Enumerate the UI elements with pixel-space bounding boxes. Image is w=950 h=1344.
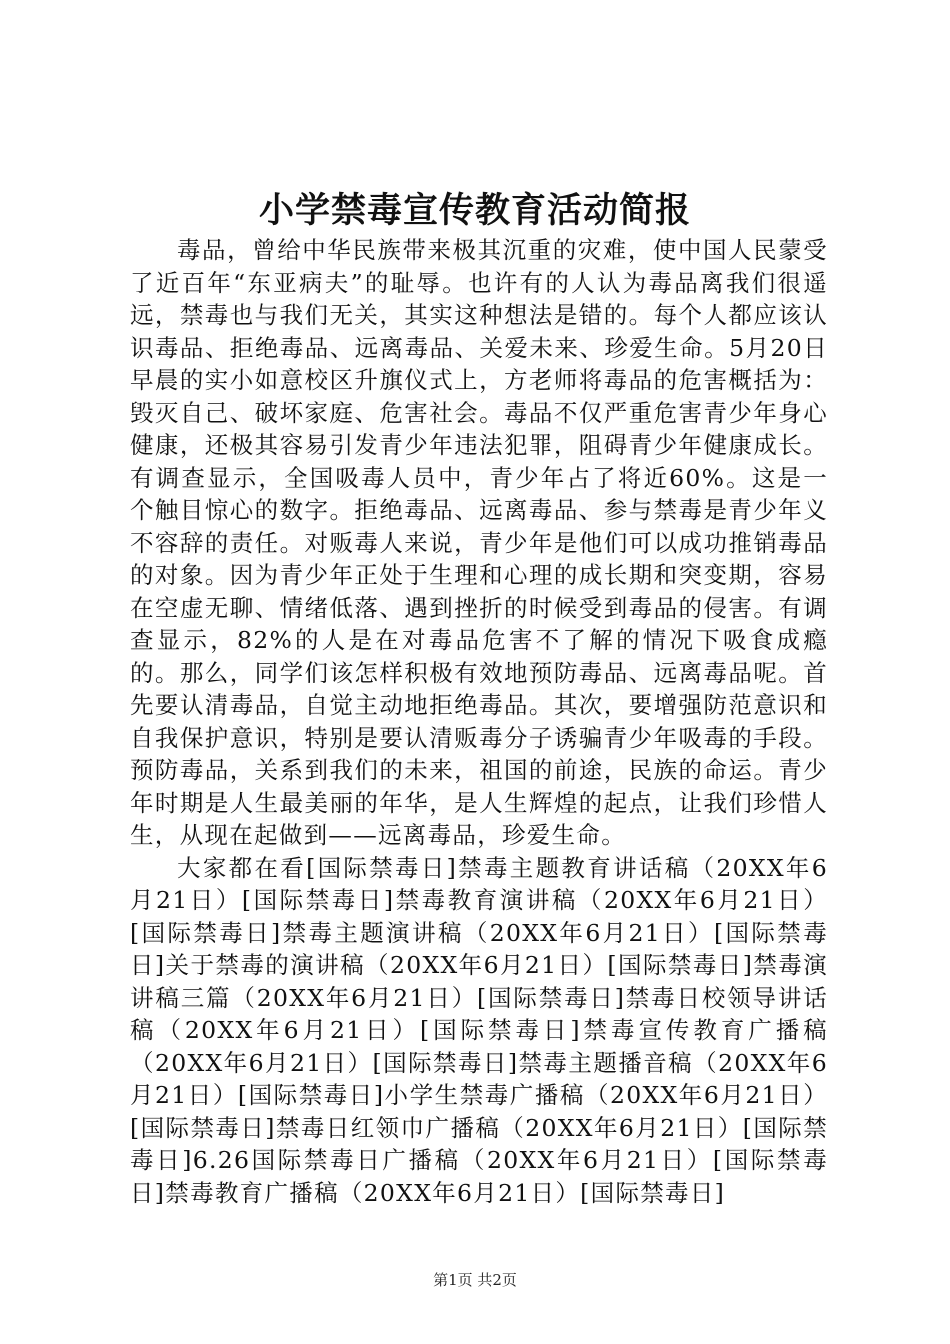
page-footer: 第1页 共2页 (433, 1271, 517, 1289)
paragraph-related-links: 大家都在看[国际禁毒日]禁毒主题教育讲话稿（20XX年6月21日）[国际禁毒日]禁毒教育演讲稿（20XX年6月21日）[国际禁毒日]禁毒主题演讲稿（20XX年6月21日）[国际禁毒日]关于禁毒的演讲稿（20XX年6月21日）[国际禁毒日]禁毒演讲稿三篇（20XX年6月21日）[国际禁毒日]禁毒日校领导讲话稿（20XX年6月21日）[国际禁毒日]禁毒宣传教育广播稿（20XX年6月21日）[国际禁毒日]禁毒主题播音稿（20XX年6月21日）[国际禁毒日]小学生禁毒广播稿（20XX年6月21日）[国际禁毒日]禁毒日红领巾广播稿（20XX年6月21日）[国际禁毒日]6.26国际禁毒日广播稿（20XX年6月21日）[国际禁毒日]禁毒教育广播稿（20XX年6月21日）[国际禁毒日] (130, 853, 828, 1207)
document-body (130, 234, 828, 1209)
paragraph-intro: 毒品，曾给中华民族带来极其沉重的灾难，使中国人民蒙受了近百年“东亚病夫”的耻辱。也许有的人认为毒品离我们很遥远，禁毒也与我们无关，其实这种想法是错的。每个人都应该认识毒品、拒绝毒品、远离毒品、关爱未来、珍爱生命。5月20日早晨的实小如意校区升旗仪式上，方老师将毒品的危害概括为：毁灭自己、破坏家庭、危害社会。毒品不仅严重危害青少年身心健康，还极其容易引发青少年违法犯罪，阻碍青少年健康成长。有调查显示，全国吸毒人员中，青少年占了将近60%。这是一个触目惊心的数字。拒绝毒品、远离毒品、参与禁毒是青少年义不容辞的责任。对贩毒人来说，青少年是他们可以成功推销毒品的对象。因为青少年正处于生理和心理的成长期和突变期，容易在空虚无聊、情绪低落、遇到挫折的时候受到毒品的侵害。有调查显示，82%的人是在对毒品危害不了解的情况下吸食成瘾的。那么，同学们该怎样积极有效地预防毒品、远离毒品呢。首先要认清毒品，自觉主动地拒绝毒品。其次，要增强防范意识和自我保护意识，特别是要认清贩毒分子诱骗青少年吸毒的手段。预防毒品，关系到我们的未来，祖国的前途，民族的命运。青少年时期是人生最美丽的年华，是人生辉煌的起点，让我们珍惜人生，从现在起做到——远离毒品，珍爱生命。 (130, 236, 828, 849)
document-title: 小学禁毒宣传教育活动简报 (258, 190, 691, 231)
